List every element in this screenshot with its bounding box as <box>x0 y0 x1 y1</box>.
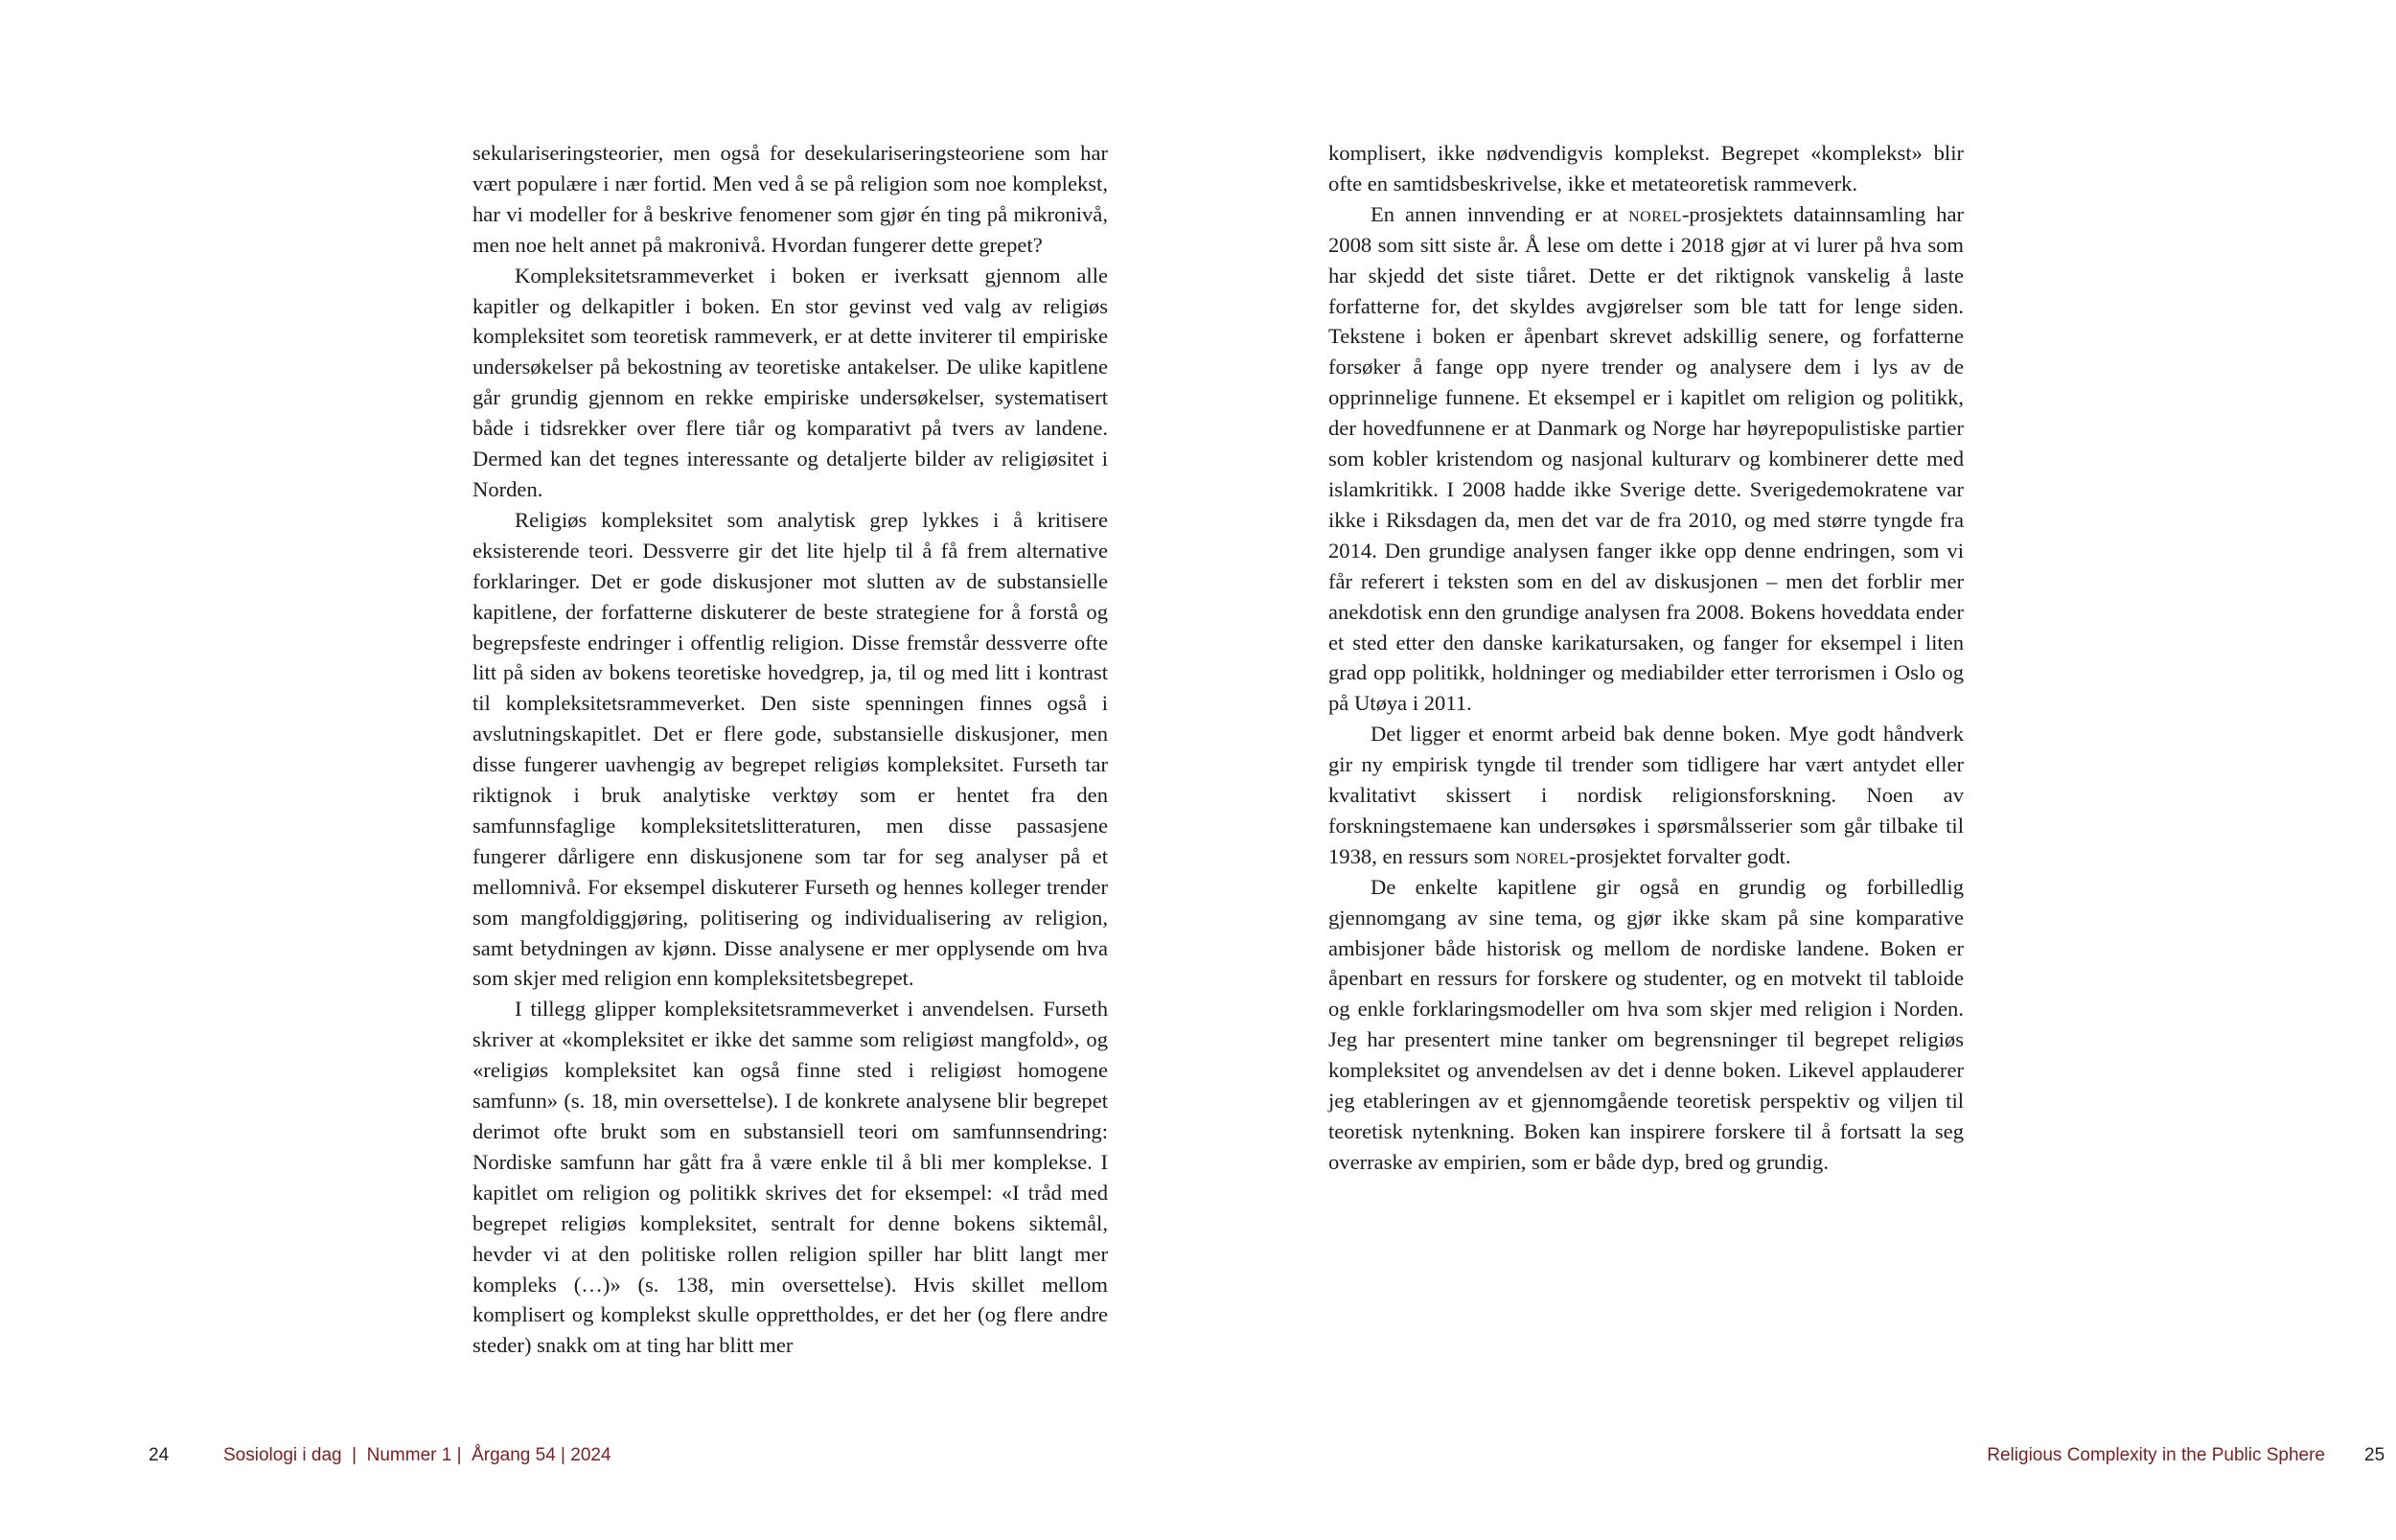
paragraph <box>1328 872 1964 1178</box>
text-run: komplisert, ikke nødvendigvis komplekst. Begrepet «komplekst» blir ofte en samtidsbeskrivelse, ikke et metateoretisk rammeverk. <box>1328 141 1964 195</box>
text-run: De enkelte kapitlene gir også en grundig og forbilledlig gjennomgang av sine tema, og gjør ikke skam på sine komparative ambisjoner både historisk og mellom de nordiske landene. Boken er åpenbart en ressurs for forskere og studenter, og en motvekt til tabloide og enkle forklaringsmodeller om hva som skjer med religion i Norden. Jeg har presentert mine tanker om begrensninger til begrepet religiøs kompleksitet og anvendelsen av det i denne boken. Likevel applauderer jeg etableringen av et gjennomgående teoretisk perspektiv og viljen til teoretisk nytenkning. Boken kan inspirere forskere til å fortsatt la seg overraske av empirien, som er både dyp, bred og grundig. <box>1328 874 1964 1174</box>
right-page <box>1198 0 2396 1540</box>
paragraph <box>1328 719 1964 872</box>
page-number-left: 24 <box>149 1445 170 1465</box>
text-run: -prosjektets datainnsamling har 2008 som sitt siste år. Å lese om dette i 2018 gjør at vi lurer på hva som har skjedd det siste tiåret. Dette er det riktignok vanskelig å laste forfatterne for, det skyldes avgjørelser som ble tatt for lenge siden. Tekstene i boken er åpenbart skrevet adskillig senere, og forfatterne forsøker å fange opp nyere trender og analysere dem i lys av de opprinnelige funnene. Et eksempel er i kapitlet om religion og politikk, der hovedfunnene er at Danmark og Norge har høyrepopulistiske partier som kobler kristendom og nasjonal kulturarv og kombinerer dette med islamkritikk. I 2008 hadde ikke Sverige dette. Sverigedemokratene var ikke i Riksdagen da, men det var de fra 2010, og med større tyngde fra 2014. Den grundige analysen fanger ikke opp denne endringen, som vi får referert i teksten som en del av diskusjonen – men det forblir mer anekdotisk enn den grundige analysen fra 2008. Bokens hoveddata ender et sted etter den danske karikatursaken, og fanger for eksempel i liten grad opp politikk, holdninger og mediabilder etter terrorismen i Oslo og på Utøya i 2011. <box>1328 201 1964 716</box>
left-text-column <box>472 138 1108 1361</box>
running-footer-journal: Sosiologi i dag | Nummer 1 | Årgang 54 | 2024 <box>223 1445 611 1465</box>
paragraph: sekulariseringsteorier, men også for desekulariseringsteoriene som har vært populære i nær fortid. Men ved å se på religion som noe komplekst, har vi modeller for å beskrive fenomener som gjør én ting på mikronivå, men noe helt annet på makronivå. Hvordan fungerer dette grepet? <box>472 141 1108 257</box>
running-footer-title: Religious Complexity in the Public Sphere <box>1987 1445 2325 1465</box>
smallcaps-acronym: norel <box>1628 201 1682 226</box>
paragraph <box>1328 138 1964 199</box>
text-run: En annen innvending er at <box>1371 201 1629 226</box>
smallcaps-acronym: norel <box>1515 843 1569 868</box>
text-run: Det ligger et enormt arbeid bak denne boken. Mye godt håndverk gir ny empirisk tyngde til trender som tidligere har vært antydet eller kvalitativt skissert i nordisk religionsforskning. Noen av forskningstemaene kan undersøkes i spørsmålsserier som går tilbake til 1938, en ressurs som <box>1328 722 1964 868</box>
paragraph: Kompleksitetsrammeverket i boken er iverksatt gjennom alle kapitler og delkapitler i boken. En stor gevinst ved valg av religiøs kompleksitet som teoretisk rammeverk, er at dette inviterer til empiriske undersøkelser på bekostning av teoretiske antakelser. De ulike kapitlene går grundig gjennom en rekke empiriske undersøkelser, systematisert både i tidsrekker over flere tiår og komparativt på tvers av landene. Dermed kan det tegnes interessante og detaljerte bilder av religiøsitet i Norden. <box>472 263 1108 501</box>
paragraph: I tillegg glipper kompleksitetsrammeverket i anvendelsen. Furseth skriver at «kompleksitet er ikke det samme som religiøst mangfold», og «religiøs kompleksitet kan også finne sted i religiøst homogene samfunn» (s. 18, min oversettelse). I de konkrete analysene blir begrepet derimot ofte brukt som en substansiell teori om samfunnsendring: Nordiske samfunn har gått fra å være enkle til å bli mer komplekse. I kapitlet om religion og politikk skrives det for eksempel: «I tråd med begrepet religiøs kompleksitet, sentralt for denne bokens siktemål, hevder vi at den politiske rollen religion spiller har blitt langt mer kompleks (…)» (s. 138, min oversettelse). Hvis skillet mellom komplisert og komplekst skulle opprettholdes, er det her (og flere andre steder) snakk om at ting har blitt mer <box>472 997 1108 1358</box>
paragraph: Religiøs kompleksitet som analytisk grep lykkes i å kritisere eksisterende teori. Dessverre gir det lite hjelp til å få frem alternative forklaringer. Det er gode diskusjoner mot slutten av de substansielle kapitlene, der forfatterne diskuterer de beste strategiene for å forstå og begrepsfeste endringer i offentlig religion. Disse fremstår dessverre ofte litt på siden av bokens teoretiske hovedgrep, ja, til og med litt i kontrast til kompleksitetsrammeverket. Den siste spenningen finnes også i avslutningskapitlet. Det er flere gode, substansielle diskusjoner, men disse fungerer uavhengig av begrepet religiøs kompleksitet. Furseth tar riktignok i bruk analytiske verktøy som er hentet fra den samfunnsfaglige kompleksitetslitteraturen, men disse passasjene fungerer dårligere enn diskusjonene som tar for seg analyser på et mellomnivå. For eksempel diskuterer Furseth og hennes kolleger trender som mangfoldiggjøring, politisering og individualisering av religion, samt betydningen av kjønn. Disse analysene er mer opplysende om hva som skjer med religion enn kompleksitetsbegrepet. <box>472 507 1108 991</box>
paragraph <box>1328 199 1964 719</box>
text-run: -prosjektet forvalter godt. <box>1569 843 1791 868</box>
page-number-right: 25 <box>2364 1445 2385 1465</box>
right-text-column <box>1328 138 1964 1178</box>
